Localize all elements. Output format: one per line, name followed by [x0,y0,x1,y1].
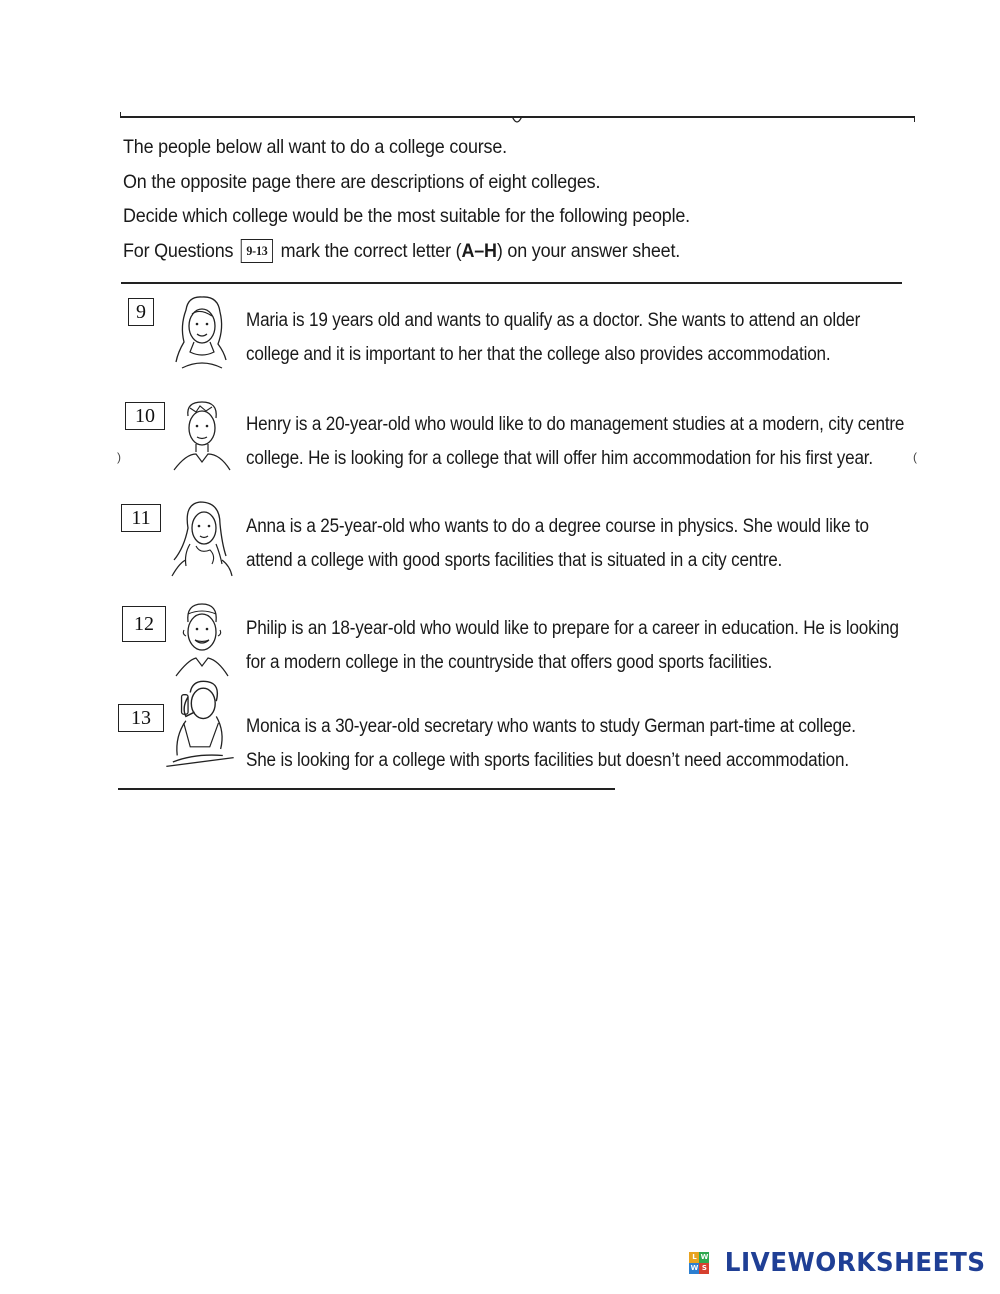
question-10 [118,402,908,492]
instruction-line-1: The people below all want to do a college course. [123,136,507,158]
right-margin-mark: ( [913,450,917,464]
question-text [246,304,936,372]
question-13 [118,704,908,794]
question-11 [118,504,908,594]
woman-portrait-icon [166,498,236,580]
left-margin-mark: ) [117,450,121,464]
question-text [246,612,936,680]
question-text-line-2: college. He is looking for a college that will offer him accommodation for his first year. [246,448,873,469]
bottom-rule [118,788,615,790]
question-number-box[interactable]: 10 [125,402,165,430]
top-rule-notch [511,116,523,126]
man-portrait-icon [166,396,236,478]
instructions-divider [121,282,902,284]
question-text-line-2: She is looking for a college with sports facilities but doesn’t need accommodation. [246,750,849,771]
liveworksheets-mark-icon: L W W S [690,1253,709,1272]
question-text-line-2: for a modern college in the countryside that offers good sports facilities. [246,652,773,673]
top-rule-left-tick [120,112,121,118]
question-number-box[interactable]: 13 [118,704,164,732]
instruction-line-2: On the opposite page there are descriptions of eight colleges. [123,170,601,193]
letter-range: A–H [461,239,497,262]
question-text-line-1: Anna is a 25-year-old who wants to do a degree course in physics. She would like to [246,516,869,537]
question-9 [118,298,908,388]
question-text-line-1: Philip is an 18-year-old who would like to prepare for a career in education. He is looking [246,618,899,639]
instruction-prefix: For Questions [123,239,234,262]
question-number-box[interactable]: 11 [121,504,161,532]
instructions [123,130,913,268]
question-text [246,408,936,476]
question-text-line-1: Monica is a 30-year-old secretary who wants to study German part-time at college. [246,716,856,737]
question-text-line-1: Maria is 19 years old and wants to qualify as a doctor. She wants to attend an older [246,310,861,331]
question-text [246,510,936,578]
question-number-box[interactable]: 9 [128,298,154,326]
instruction-mid: mark the correct letter ( [280,239,462,262]
question-text-line-1: Henry is a 20-year-old who would like to do management studies at a modern, city centre [246,414,905,435]
question-text-line-2: attend a college with good sports facilities that is situated in a city centre. [246,550,783,571]
instruction-line-4 [123,234,850,269]
woman-portrait-icon [166,292,236,374]
instruction-suffix: ) on your answer sheet. [496,239,681,262]
top-rule-right-tick [914,116,915,122]
woman-on-phone-icon [162,668,238,780]
question-text-line-2: college and it is important to her that the college also provides accommodation. [246,344,831,365]
instruction-line-3: Decide which college would be the most suitable for the following people. [123,205,690,227]
question-text [246,710,936,778]
question-number-box[interactable]: 12 [122,606,166,642]
question-range-box: 9-13 [241,239,273,263]
liveworksheets-wordmark: LIVEWORKSHEETS [725,1248,986,1278]
liveworksheets-logo [689,1248,986,1278]
